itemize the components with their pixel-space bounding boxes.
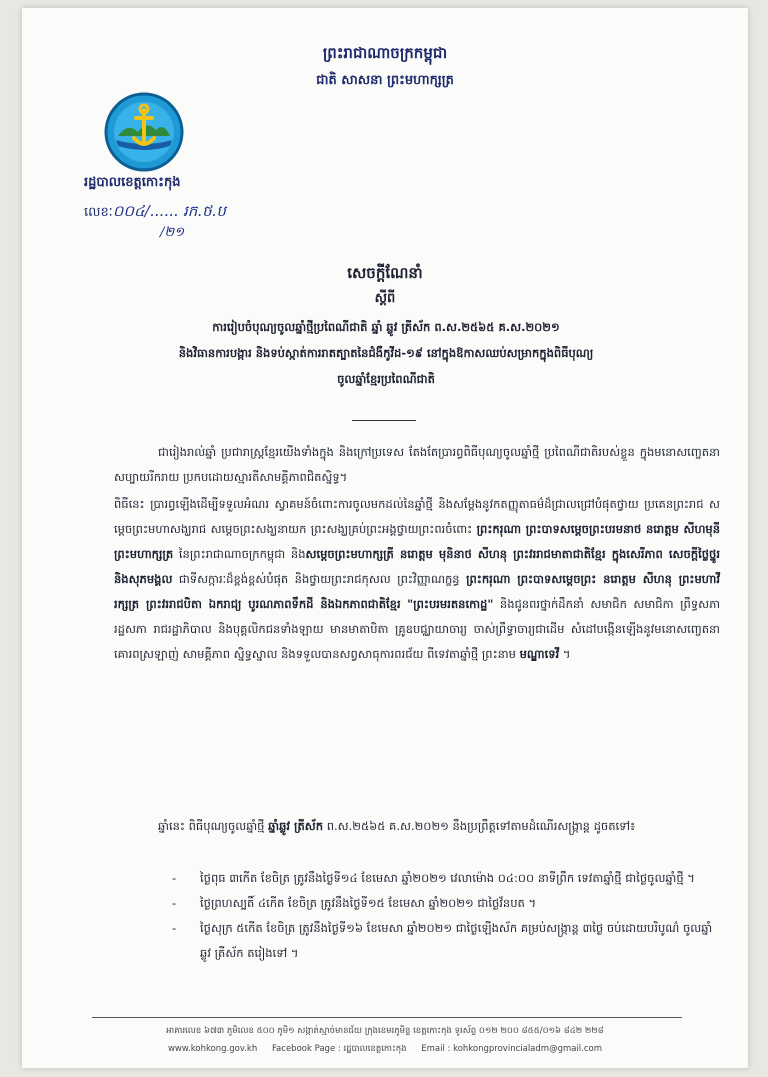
schedule-list	[172, 866, 722, 966]
list-item: - ថ្ងៃព្រហស្បតិ៍ ៤កើត ខែចិត្រ ត្រូវនឹងថ្ងៃទី១៥ ខែមេសា ឆ្នាំ២០២១ ជាថ្ងៃវ័នបត ។	[172, 896, 537, 910]
royal-title: "ព្រះបរមរតនកោដ្ឋ"	[407, 597, 494, 611]
list-item-text: ថ្ងៃសុក្រ ៥កើត ខែចិត្រ ត្រូវនឹងថ្ងៃទី១៦ ខែមេសា ឆ្នាំ២០២១ ជាថ្ងៃឡើងស័ក គម្រប់សង្ក្រាន្ត ៣ថ្ងៃ ចប់ដោយបរិបូណ៌ ចូលឆ្នាំឆ្លូវ ត្រីស័ក តរៀងទៅ ។	[200, 921, 713, 960]
reference-number	[84, 202, 226, 240]
text-span: ជាទីសក្ការៈដ៏ខ្ពង់ខ្ពស់បំផុត និងថ្វាយព្រះរាជកុសល ព្រះវិញ្ញាណក្ខន្ធ	[178, 572, 460, 586]
footer-contact	[22, 1044, 748, 1056]
text-span: នៃព្រះរាជាណាចក្រកម្ពុជា និង	[178, 547, 306, 561]
email-link[interactable]: Email : kohkongprovincialadm@gmail.com	[421, 1044, 603, 1054]
document-subject	[80, 314, 692, 392]
kingdom-header: ព្រះរាជាណាចក្រកម្ពុជា	[322, 44, 448, 62]
text-span: ។	[562, 647, 571, 661]
royal-name: ព្រះករុណា ព្រះបាទសម្តេចព្រះ នរោត្តម សីហនុ ព្រះមហាវីរក្សត្រ ព្រះវររាជបិតា ឯករាជ្យ បូរណភាពទឹកដី និងឯកភាពជាតិខ្មែរ	[114, 572, 721, 611]
royal-name: សម្តេចព្រះមហាក្សត្រី នរោត្តម មុនិនាថ សីហនុ ព្រះវររាជមាតាជាតិខ្មែរ ក្នុងសេរីភាព សេចក្តីថ្លៃថ្នូរ និងសុភមង្គល	[114, 547, 721, 586]
document-about: ស្តីពី	[374, 291, 396, 306]
list-item: - ថ្ងៃសុក្រ ៥កើត ខែចិត្រ ត្រូវនឹងថ្ងៃទី១៦ ខែមេសា ឆ្នាំ២០២១ ជាថ្ងៃឡើងស័ក គម្រប់សង្ក្រាន្ត ៣ថ្ងៃ ចប់ដោយបរិបូណ៌ ចូលឆ្នាំឆ្លូវ ត្រីស័ក តរៀងទៅ ។	[172, 921, 713, 960]
provincial-seal-logo	[104, 92, 184, 172]
handwritten-ref-year: /២១	[160, 225, 185, 240]
royal-name: ព្រះករុណា ព្រះបាទសម្តេចព្រះបរមនាថ នរោត្តម សីហមុនី ព្រះមហាក្សត្រ	[114, 522, 721, 561]
text-span: ឆ្នាំនេះ ពិធីបុណ្យចូលឆ្នាំថ្មី	[158, 819, 265, 833]
reference-label: លេខៈ	[84, 205, 113, 220]
footer-divider	[92, 1017, 682, 1018]
issuing-agency: រដ្ឋបាលខេត្តកោះកុង	[84, 175, 181, 190]
text-span: និងជូនពរថ្នាក់ដឹកនាំ សមាជិក សមាជិកា ព្រឹទ្ធសភា រដ្ឋសភា រាជរដ្ឋាភិបាល និងបុគ្គលិកជនទាំងឡាយ មានមាតាបិតា គ្រូឧបជ្ឈាយាចារ្យ ចាស់ព្រឹទ្ធាចារ្យជាដើម សំដៅបង្កើនឡើងនូវមនោសញ្ចេតនាគោរពស្រឡាញ់ សាមគ្គីភាព ស្និទ្ធស្នាល និងទទួលបានសព្វសាធុការពរជ័យ ពីទេវតាឆ្នាំថ្មី ព្រះនាម	[114, 597, 721, 661]
national-motto: ជាតិ សាសនា ព្រះមហាក្សត្រ	[316, 73, 454, 88]
document-title: សេចក្តីណែនាំ	[347, 264, 423, 282]
list-item-text: ថ្ងៃព្រហស្បតិ៍ ៤កើត ខែចិត្រ ត្រូវនឹងថ្ងៃទី១៥ ខែមេសា ឆ្នាំ២០២១ ជាថ្ងៃវ័នបត ។	[200, 896, 537, 910]
subject-line: ការរៀបចំបុណ្យចូលឆ្នាំថ្មីប្រពៃណីជាតិ ឆ្នាំ ឆ្លូវ ត្រីស័ក ព.ស.២៥៦៥ គ.ស.២០២១	[212, 320, 560, 334]
facebook-link[interactable]: Facebook Page : រដ្ឋបាលខេត្តកោះកុង	[271, 1044, 407, 1054]
paragraph-ceremony	[114, 492, 720, 667]
subject-line: និងវិធានការបង្ការ និងទប់ស្កាត់ការរាតត្បាតនៃជំងឺកូវីដ-១៩ នៅក្នុងឱកាសឈប់សម្រាកក្នុងពិធីបុណ្យ	[178, 346, 594, 360]
website-link[interactable]: www.kohkong.gov.kh	[167, 1044, 258, 1054]
paragraph-schedule	[114, 814, 720, 839]
subject-line: ចូលឆ្នាំខ្មែរប្រពៃណីជាតិ	[337, 372, 435, 386]
text-span: ព.ស.២៥៦៥ គ.ស.២០២១ នឹងប្រព្រឹត្តទៅតាមដំណើរសង្ក្រាន្ត ដូចតទៅ៖	[326, 819, 636, 833]
document-page	[22, 8, 748, 1068]
list-item: - ថ្ងៃពុធ ៣កើត ខែចិត្រ ត្រូវនឹងថ្ងៃទី១៤ ខែមេសា ឆ្នាំ២០២១ វេលាម៉ោង ០៤:០០ នាទីព្រឹក ទេវតាឆ្នាំថ្មី ជាថ្ងៃចូលឆ្នាំថ្មី ។	[172, 871, 695, 885]
text-span: ពិធីនេះ ប្រារព្ធឡើងដើម្បីទទួលអំណរ ស្វាគមន៍ចំពោះការចូលមកដល់នៃឆ្នាំថ្មី និងសម្តែងនូវកតញ្ញុតាធម៌ដ៏ជ្រាលជ្រៅបំផុតថ្វាយ ប្រគេនព្រះរាជ សម្តេចព្រះមហាសង្ឃរាជ សម្តេចព្រះសង្ឃនាយក ព្រះសង្ឃគ្រប់ព្រះអង្គថ្វាយព្រះពរចំពោះ	[114, 497, 720, 536]
footer-address: អាគារលេខ ៦៧៣ ភូមិលេខ ៥០០ ភូមិ១ សង្កាត់ស្មាច់មានជ័យ ក្រុងខេមរភូមិន្ទ ខេត្តកោះកុង ទូរស័ព្ទ ០១២ ២០០ ៨៥៥/០១៦ ៨៤២ ២២៨	[166, 1026, 604, 1036]
divider	[352, 420, 416, 421]
handwritten-ref-number: ០០៤/...... រក.ថ.ប	[112, 202, 226, 220]
paragraph-intro: ជារៀងរាល់ឆ្នាំ ប្រជារាស្ត្រខ្មែរយើងទាំងក្នុង និងក្រៅប្រទេស តែងតែប្រារព្ធពិធីបុណ្យចូលឆ្នាំថ្មី ប្រពៃណីជាតិរបស់ខ្លួន ក្នុងមនោសញ្ចេតនាសប្បាយរីករាយ ប្រកបដោយស្មារតីសាមគ្គីភាពជិតស្និទ្ធ។	[114, 445, 720, 484]
new-year-angel-name: មណ្ឌាទេវី	[519, 647, 560, 661]
list-item-text: ថ្ងៃពុធ ៣កើត ខែចិត្រ ត្រូវនឹងថ្ងៃទី១៤ ខែមេសា ឆ្នាំ២០២១ វេលាម៉ោង ០៤:០០ នាទីព្រឹក ទេវតាឆ្នាំថ្មី ជាថ្ងៃចូលឆ្នាំថ្មី ។	[200, 871, 695, 885]
year-name: ឆ្នាំឆ្លូវ ត្រីស័ក	[268, 819, 324, 833]
